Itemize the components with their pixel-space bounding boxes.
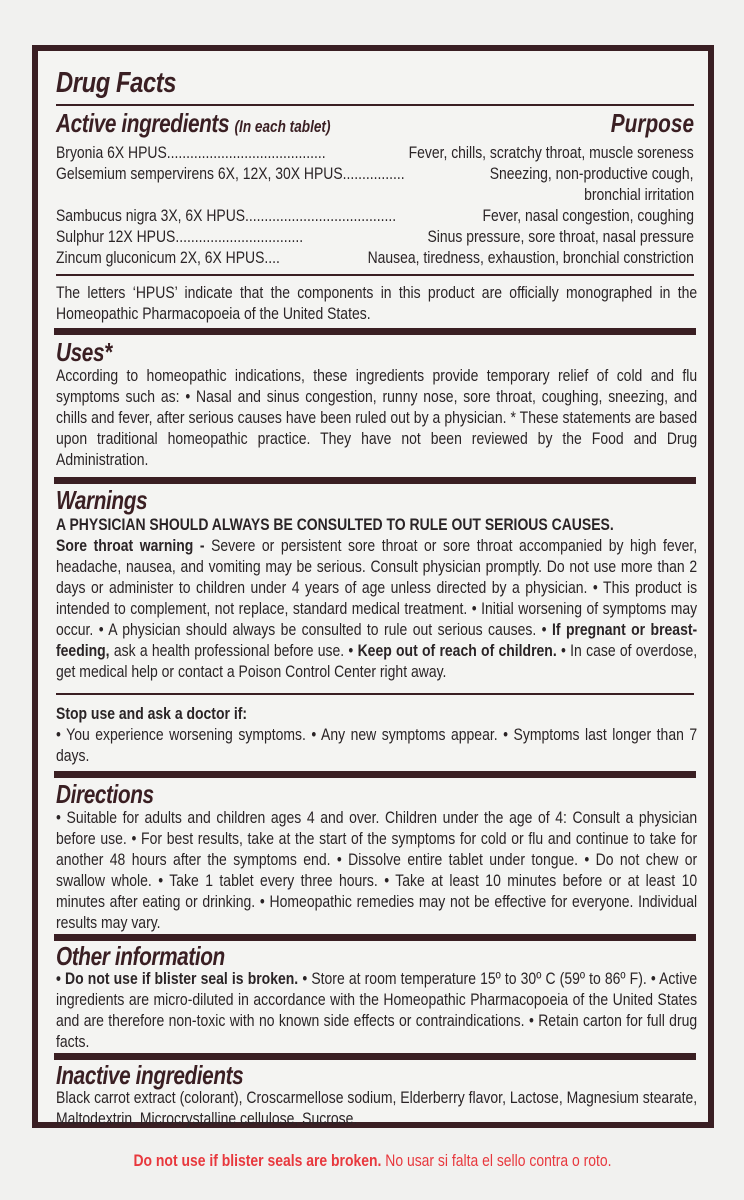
active-ingredients-sub: (In each tablet)	[234, 117, 331, 136]
ingredient-name: Bryonia 6X HPUS.........................................	[56, 143, 326, 162]
section-divider	[54, 477, 696, 484]
children-label: Keep out of reach of children.	[357, 641, 557, 660]
ingredient-row	[56, 247, 694, 268]
ingredient-row	[56, 163, 694, 184]
section-divider	[54, 1053, 696, 1060]
purpose-heading: Purpose	[610, 108, 694, 138]
overdose-text: • In case of overdose, get medical help or contact a Poison Control Center right away.	[56, 641, 698, 681]
ingredient-row	[56, 184, 694, 205]
footer-english: Do not use if blister seals are broken.	[132, 1151, 381, 1170]
stop-use-list: • You experience worsening symptoms. • Any new symptoms appear. • Symptoms last longer than 7 days.	[56, 725, 698, 765]
ingredient-purpose: Fever, nasal congestion, coughing	[482, 206, 694, 225]
warnings-text	[56, 514, 697, 682]
section-divider	[54, 771, 696, 778]
ingredient-name: Gelsemium sempervirens 6X, 12X, 30X HPUS................	[56, 164, 405, 183]
inactive-ingredients-heading: Inactive ingredients	[56, 1060, 244, 1090]
active-ingredients-label: Active ingredients	[56, 108, 230, 138]
ingredient-row	[56, 226, 694, 247]
drug-facts-title: Drug Facts	[56, 67, 177, 99]
ingredient-name: Sambucus nigra 3X, 6X HPUS.......................................	[56, 206, 397, 225]
blister-seal-footer	[0, 1150, 744, 1171]
ingredient-name: Sulphur 12X HPUS.................................	[56, 227, 304, 246]
ingredient-purpose: Nausea, tiredness, exhaustion, bronchial constriction	[367, 248, 694, 267]
sore-throat-label: Sore throat warning -	[56, 536, 205, 555]
footer-spanish: No usar si falta el sello contra o roto.	[380, 1151, 612, 1170]
divider	[56, 104, 694, 106]
pregnant-text: ask a health professional before use. •	[109, 641, 358, 660]
ingredient-purpose: Fever, chills, scratchy throat, muscle soreness	[408, 143, 694, 162]
warnings-heading: Warnings	[56, 485, 148, 515]
other-info-body: • Store at room temperature 15º to 30º C (59º to 86º F). • Active ingredients are micro-diluted in accordance with the Homeopathic Pharmacopoeia of the United States and are therefore non-toxic with no known side effects or contraindications. • Retain carton for full drug facts.	[56, 969, 698, 1051]
ingredient-purpose: Sneezing, non-productive cough,	[490, 164, 694, 183]
active-ingredients-heading	[56, 109, 330, 141]
directions-heading: Directions	[56, 779, 154, 809]
ingredient-purpose: Sinus pressure, sore throat, nasal pressure	[427, 227, 694, 246]
directions-text: • Suitable for adults and children ages 4 and over. Children under the age of 4: Consult a physician before use. • For best results, take at the start of the symptoms for cold or flu and continue to take for another 48 hours after the symptoms end. • Dissolve entire tablet under tongue. • Do not chew or swallow whole. • Take 1 tablet every three hours. • Take at least 10 minutes before or at least 10 minutes after eating or drinking. • Homeopathic remedies may not be effective for everyone. Individual results may vary.	[56, 808, 698, 932]
stop-use-text	[56, 703, 697, 766]
sore-throat-text: Severe or persistent sore throat or sore throat accompanied by high fever, headache, nausea, and vomiting may be serious. Consult physician promptly. Do not use more than 2 days or administer to children under 4 years of age unless directed by a physician. • This product is intended to complement, not replace, standard medical treatment. • Initial worsening of symptoms may occur. • A physician should always be consulted to rule out serious causes. •	[56, 536, 698, 639]
hpus-note: The letters ‘HPUS’ indicate that the components in this product are officially monographed in the Homeopathic Pharmacopoeia of the United States.	[56, 283, 698, 323]
uses-heading: Uses*	[56, 337, 112, 367]
other-info-heading: Other information	[56, 941, 225, 971]
section-divider	[54, 934, 696, 941]
footer-line	[133, 1150, 611, 1171]
ingredient-row	[56, 205, 694, 226]
ingredient-row	[56, 142, 694, 163]
physician-warning: A PHYSICIAN SHOULD ALWAYS BE CONSULTED TO RULE OUT SERIOUS CAUSES.	[56, 515, 614, 534]
uses-text: According to homeopathic indications, these ingredients provide temporary relief of cold and flu symptoms such as: • Nasal and sinus congestion, runny nose, sore throat, coughing, sneezing, and chills and fever, after serious causes have been ruled out by a physician. * These statements are based upon traditional homeopathic practice. They have not been reviewed by the Food and Drug Administration.	[56, 366, 698, 469]
section-divider	[54, 328, 696, 335]
ingredient-purpose: bronchial irritation	[583, 185, 694, 204]
divider	[56, 693, 694, 695]
ingredient-name: Zincum gluconicum 2X, 6X HPUS....	[56, 248, 280, 267]
inactive-ingredients-text: Black carrot extract (colorant), Croscarmellose sodium, Elderberry flavor, Lactose, Magnesium stearate, Maltodextrin, Microcrystalline cellulose, Sucrose.	[56, 1088, 698, 1128]
other-info-text	[56, 968, 697, 1052]
blister-seal-warning: • Do not use if blister seal is broken.	[56, 969, 299, 988]
stop-use-heading: Stop use and ask a doctor if:	[56, 704, 248, 723]
drug-facts-panel	[32, 45, 714, 1128]
divider	[56, 274, 694, 276]
pregnant-label: If pregnant or breast-feeding,	[56, 620, 698, 660]
